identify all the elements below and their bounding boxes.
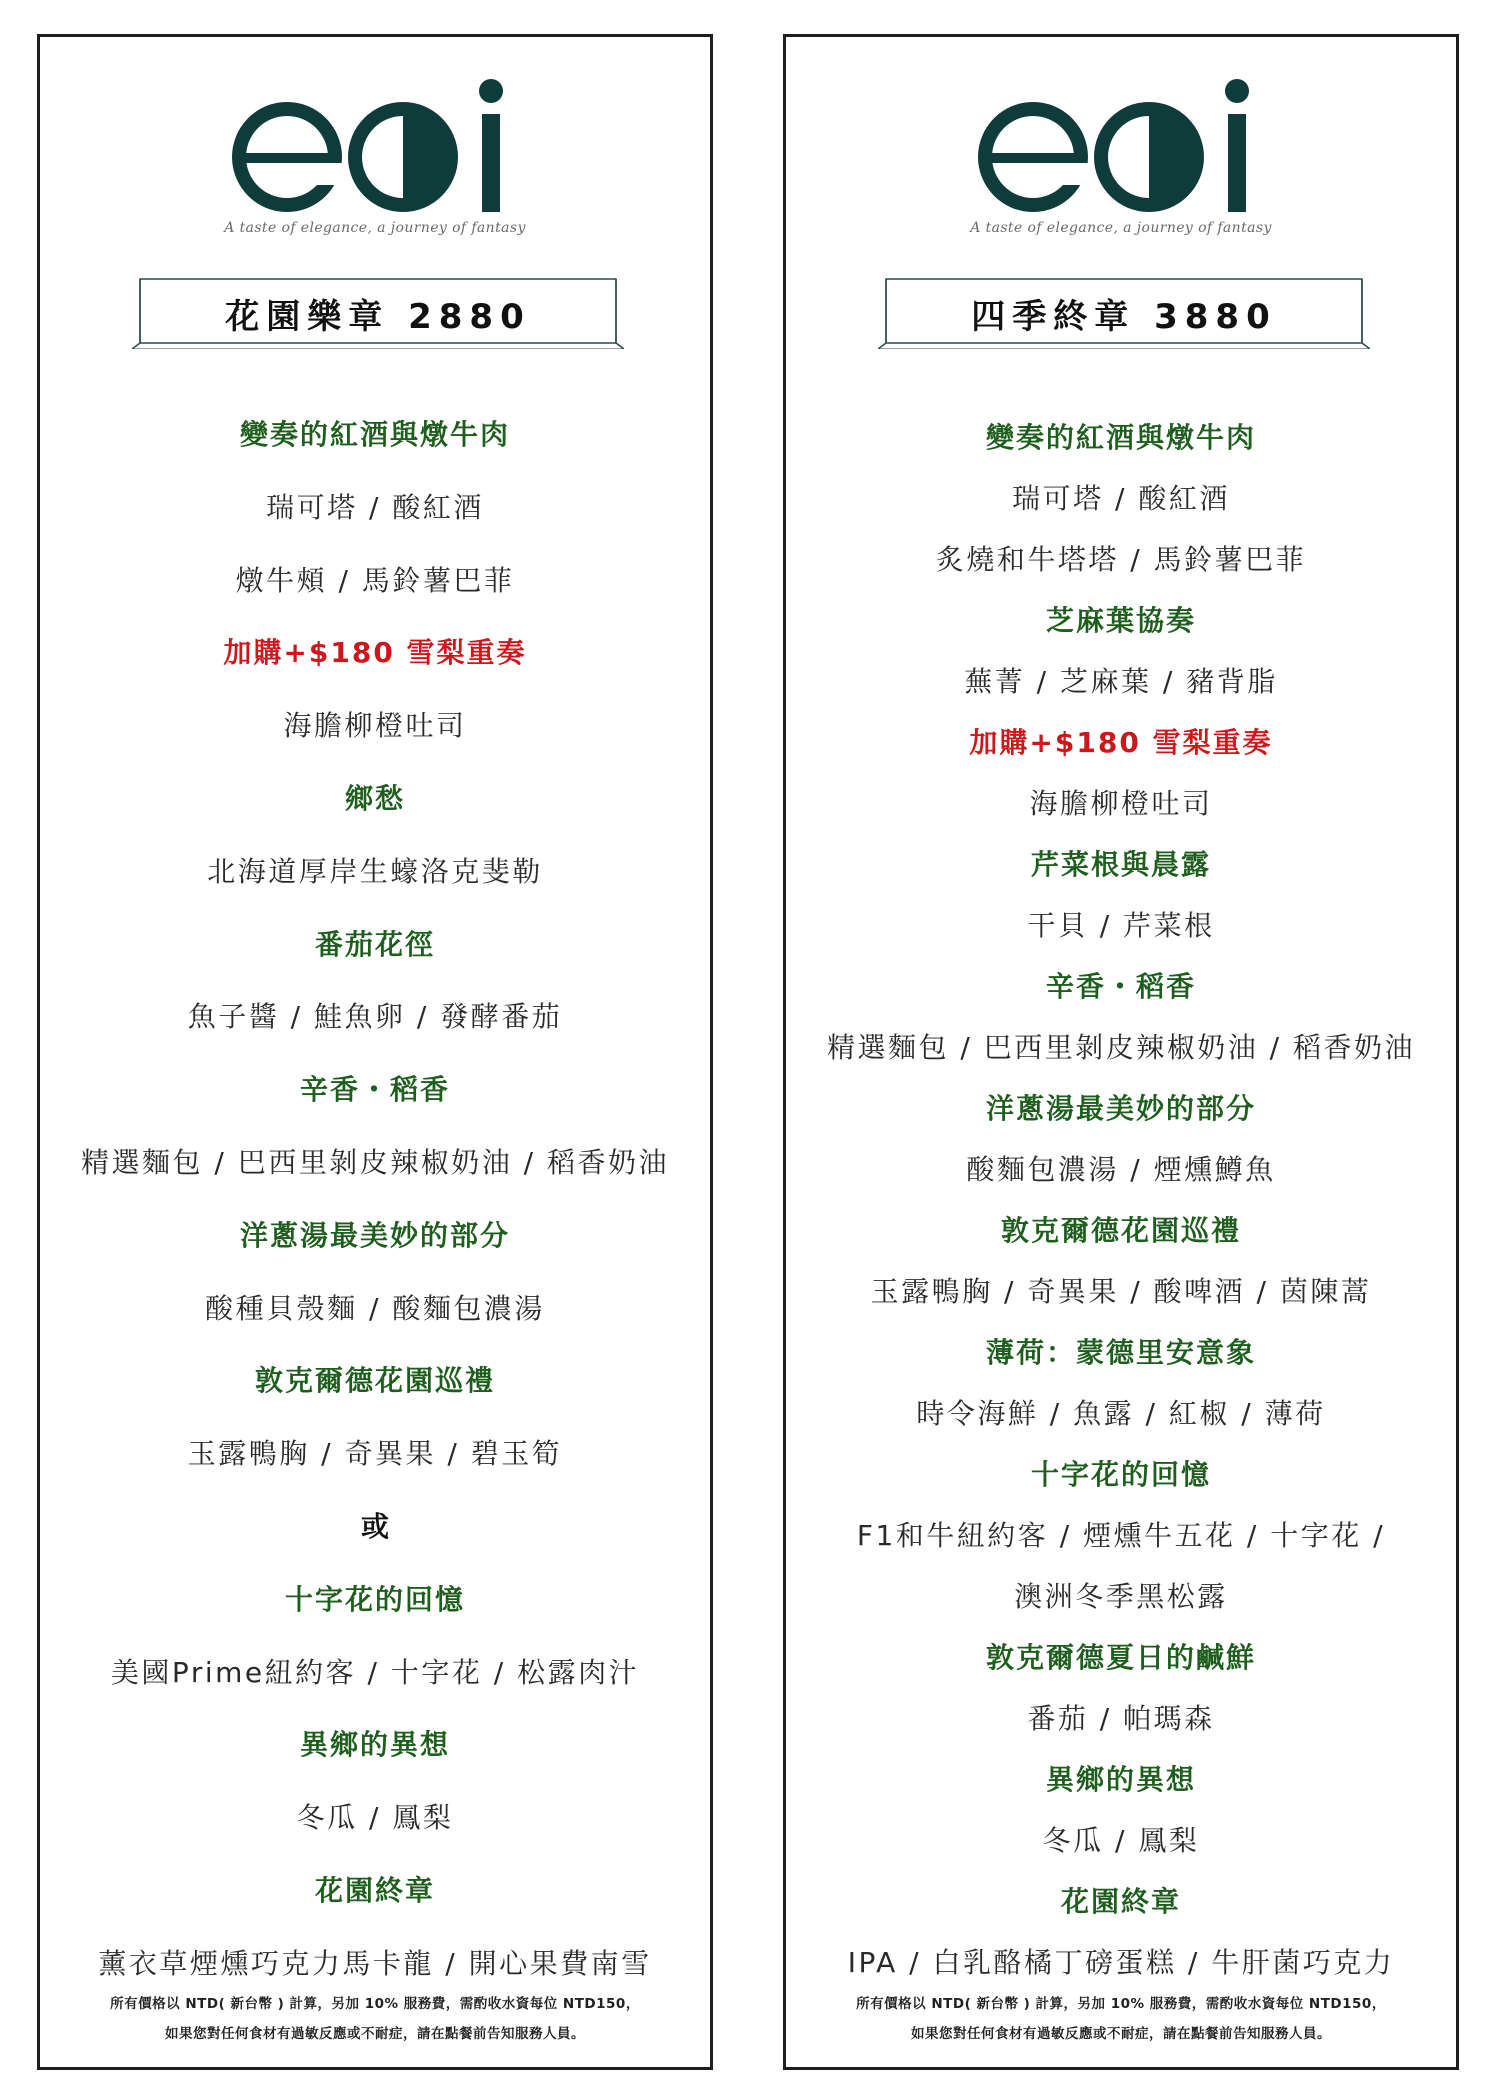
course-title: 敦克爾德花園巡禮 xyxy=(254,1364,495,1398)
dish-line: 魚子醬 / 鮭魚卵 / 發酵番茄 xyxy=(187,1000,563,1034)
dish-line: 澳洲冬季黑松露 xyxy=(1014,1580,1228,1613)
dish-line: 瑞可塔 / 酸紅酒 xyxy=(266,490,484,524)
course-title: 敦克爾德夏日的鹹鮮 xyxy=(985,1641,1256,1674)
footer-line: 所有價格以 NTD( 新台幣 ) 計算，另加 10% 服務費，需酌收水資每位 NTD150， xyxy=(110,1996,640,2012)
course-title: 異鄉的異想 xyxy=(1045,1763,1196,1796)
course-title: 花園終章 xyxy=(314,1873,435,1907)
course-title: 辛香・稻香 xyxy=(1045,970,1196,1003)
course-title: 鄉愁 xyxy=(344,781,405,815)
course-title: 十字花的回憶 xyxy=(284,1582,465,1616)
course-title: 番茄花徑 xyxy=(314,927,435,961)
menu-title-banner xyxy=(132,277,624,349)
eoi-logo-mark xyxy=(971,77,1271,217)
course-title: 異鄉的異想 xyxy=(299,1728,450,1762)
footer-line: 所有價格以 NTD( 新台幣 ) 計算，另加 10% 服務費，需酌收水資每位 NTD150， xyxy=(856,1996,1386,2012)
course-title: 變奏的紅酒與燉牛肉 xyxy=(985,421,1256,454)
course-title: 敦克爾德花園巡禮 xyxy=(1000,1214,1241,1247)
course-title: 薄荷：蒙德里安意象 xyxy=(985,1336,1256,1369)
course-title: 花園終章 xyxy=(1060,1885,1181,1918)
dish-line: 海膽柳橙吐司 xyxy=(283,709,467,743)
tagline: A taste of elegance, a journey of fantasy xyxy=(970,220,1272,236)
menu-title: 花園樂章 2880 xyxy=(225,297,531,337)
dish-line: 精選麵包 / 巴西里剝皮辣椒奶油 / 稻香奶油 xyxy=(827,1031,1415,1064)
dish-line: 北海道厚岸生蠔洛克斐勒 xyxy=(207,854,543,888)
course-title: 辛香・稻香 xyxy=(299,1073,450,1107)
course-title: 變奏的紅酒與燉牛肉 xyxy=(239,418,510,451)
course-title: 芝麻葉協奏 xyxy=(1045,604,1196,637)
dish-line: 精選麵包 / 巴西里剝皮辣椒奶油 / 稻香奶油 xyxy=(81,1145,669,1179)
menu-footer xyxy=(786,1989,1456,2049)
dish-line: 酸種貝殼麵 / 酸麵包濃湯 xyxy=(205,1291,545,1325)
addon-line: 加購+$180 雪梨重奏 xyxy=(223,636,527,670)
addon-line: 加購+$180 雪梨重奏 xyxy=(969,726,1273,759)
menu-items xyxy=(40,399,710,2001)
dish-line: 番茄 / 帕瑪森 xyxy=(1027,1702,1215,1735)
dish-line: 美國Prime紐約客 / 十字花 / 松露肉汁 xyxy=(110,1655,640,1689)
eoi-logo xyxy=(40,77,710,237)
dish-line: 薰衣草煙燻巧克力馬卡龍 / 開心果費南雪 xyxy=(98,1946,652,1980)
menu-items xyxy=(786,407,1456,1993)
dish-line: 炙燒和牛塔塔 / 馬鈴薯巴菲 xyxy=(935,543,1307,576)
dish-line: F1和牛紐約客 / 煙燻牛五花 / 十字花 / xyxy=(856,1519,1386,1552)
course-title: 洋蔥湯最美妙的部分 xyxy=(239,1218,510,1252)
menu-panel-left xyxy=(37,34,713,2070)
dish-line: IPA / 白乳酪橘丁磅蛋糕 / 牛肝菌巧克力 xyxy=(847,1946,1395,1979)
dish-line: 海膽柳橙吐司 xyxy=(1029,787,1213,820)
or-divider: 或 xyxy=(360,1509,389,1543)
menu-panel-right xyxy=(783,34,1459,2070)
tagline: A taste of elegance, a journey of fantasy xyxy=(224,220,526,236)
dish-line: 冬瓜 / 鳳梨 xyxy=(296,1801,454,1835)
menu-footer xyxy=(40,1989,710,2049)
dish-line: 玉露鴨胸 / 奇異果 / 碧玉筍 xyxy=(187,1437,563,1471)
dish-line: 酸麵包濃湯 / 煙燻鱒魚 xyxy=(966,1153,1276,1186)
dish-line: 燉牛頰 / 馬鈴薯巴菲 xyxy=(235,563,515,597)
footer-line: 如果您對任何食材有過敏反應或不耐症，請在點餐前告知服務人員。 xyxy=(911,2026,1331,2042)
dish-line: 蕪菁 / 芝麻葉 / 豬背脂 xyxy=(964,665,1278,698)
dish-line: 瑞可塔 / 酸紅酒 xyxy=(1012,482,1230,515)
course-title: 芹菜根與晨露 xyxy=(1030,848,1211,881)
dish-line: 玉露鴨胸 / 奇異果 / 酸啤酒 / 茵陳蒿 xyxy=(870,1275,1372,1308)
course-title: 洋蔥湯最美妙的部分 xyxy=(985,1092,1256,1125)
eoi-logo-mark xyxy=(225,77,525,217)
dish-line: 冬瓜 / 鳳梨 xyxy=(1042,1824,1200,1857)
menu-title: 四季終章 3880 xyxy=(971,297,1277,337)
course-title: 十字花的回憶 xyxy=(1030,1458,1211,1491)
footer-line: 如果您對任何食材有過敏反應或不耐症，請在點餐前告知服務人員。 xyxy=(165,2026,585,2042)
dish-line: 干貝 / 芹菜根 xyxy=(1027,909,1215,942)
dish-line: 時令海鮮 / 魚露 / 紅椒 / 薄荷 xyxy=(916,1397,1326,1430)
eoi-logo xyxy=(786,77,1456,237)
menu-title-banner xyxy=(878,277,1370,349)
